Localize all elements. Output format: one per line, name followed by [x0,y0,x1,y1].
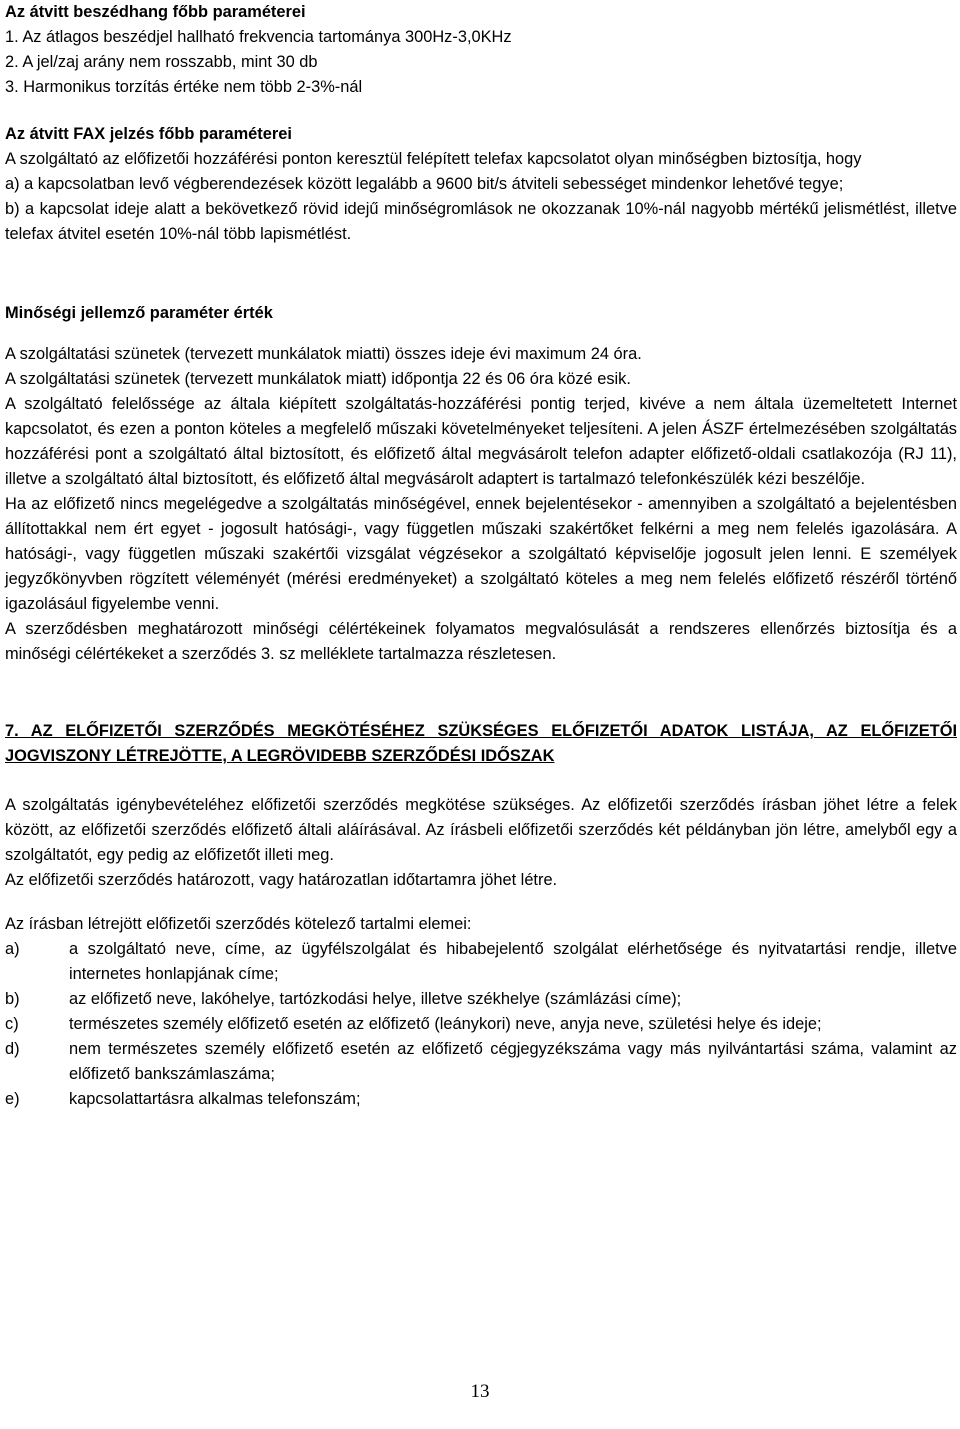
section-7-paragraph: A szolgáltatás igénybevételéhez előfizetői szerződés megkötése szükséges. Az előfizetői szerződés írásban jöhet létre a felek között, az előfizetői szerződés előfizető általi aláírásával. Az írásbeli előfizetői szerződés két példányban jön létre, amelyből egy a szolgáltatót, egy pedig az előfizetőt illeti meg. [5,796,957,864]
list-item-text: a szolgáltató neve, címe, az ügyfélszolgálat és hibabejelentő szolgálat elérhetősége és nyitvatartási rendje, illetve internetes honlapjának címe; [69,940,957,983]
section-7-paragraph: Az előfizetői szerződés határozott, vagy határozatlan időtartamra jöhet létre. [5,871,558,889]
list-item [5,1037,957,1087]
list-item [5,1087,957,1112]
section-7-heading: 7. AZ ELŐFIZETŐI SZERZŐDÉS MEGKÖTÉSÉHEZ SZÜKSÉGES ELŐFIZETŐI ADATOK LISTÁJA, AZ ELŐFIZETŐI JOGVISZONY LÉTREJÖTTE, A LEGRÖVIDEBB SZERZŐDÉSI IDŐSZAK [5,722,957,765]
quality-paragraph: A szerződésben meghatározott minőségi célértékeinek folyamatos megvalósulását a rendszeres ellenőrzés biztosítja és a minőségi célértékeket a szerződés 3. sz melléklete tartalmazza részletesen. [5,620,957,663]
list-item-text: természetes személy előfizető esetén az előfizető (leánykori) neve, anyja neve, születési helye és ideje; [69,1015,822,1033]
list-item-text: az előfizető neve, lakóhelye, tartózkodási helye, illetve székhelye (számlázási címe); [69,990,682,1008]
quality-paragraph: A szolgáltatási szünetek (tervezett munkálatok miatti) összes ideje évi maximum 24 óra. [5,345,642,363]
list-item [5,1012,957,1037]
spacer [5,100,957,122]
voice-section-title: Az átvitt beszédhang főbb paraméterei [5,3,306,21]
list-item-marker: e) [5,1090,20,1108]
quality-paragraph: A szolgáltató felelőssége az általa kiépített szolgáltatás-hozzáférési pontig terjed, kivéve a nem általa üzemeltetett Internet kapcsolatot, és ezen a ponton köteles a megfelelő műszaki követelményeket teljesíteni. A jelen ÁSZF értelmezésében szolgáltatás hozzáférési pont a szolgáltató által biztosított, és előfizető által megvásárolt telefon adapter előfizető-oldali csatlakozója (RJ 11), illetve a szolgáltató által biztosított, és előfizető által megvásárolt adaptert is tartalmazó telefonkészülék kézi beszélője. [5,395,957,488]
page-number: 13 [470,1381,490,1402]
quality-paragraph: A szolgáltatási szünetek (tervezett munkálatok miatt) időpontja 22 és 06 óra közé esik. [5,370,631,388]
list-item [5,937,957,987]
spacer [5,247,957,301]
list-item-text: nem természetes személy előfizető esetén az előfizető cégjegyzékszáma vagy más nyilvántartási száma, valamint az előfizető bankszámlaszáma; [69,1040,957,1083]
fax-section-title: Az átvitt FAX jelzés főbb paraméterei [5,125,292,143]
list-item-marker: c) [5,1015,19,1033]
voice-param-item: 1. Az átlagos beszédjel hallható frekvencia tartománya 300Hz-3,0KHz [5,28,512,46]
document-page [5,0,957,1112]
list-item-marker: a) [5,940,20,958]
voice-param-item: 2. A jel/zaj arány nem rosszabb, mint 30 db [5,53,318,71]
fax-item-b: b) a kapcsolat ideje alatt a bekövetkező rövid idejű minőségromlások ne okozzanak 10%-nál nagyobb mértékű jelismétlést, illetve telefax átvitel esetén 10%-nál több lapismétlést. [5,200,957,243]
list-item [5,987,957,1012]
list-item-marker: b) [5,990,20,1008]
voice-param-item: 3. Harmonikus torzítás értéke nem több 2-3%-nál [5,78,363,96]
fax-intro: A szolgáltató az előfizetői hozzáférési ponton keresztül felépített telefax kapcsolatot olyan minőségben biztosítja, hogy [5,150,862,168]
spacer [5,667,957,719]
list-item-text: kapcsolattartásra alkalmas telefonszám; [69,1090,361,1108]
quality-section-title: Minőségi jellemző paraméter érték [5,304,273,322]
fax-item-a: a) a kapcsolatban levő végberendezések között legalább a 9600 bit/s átviteli sebességet mindenkor lehetővé tegye; [5,175,844,193]
spacer [5,326,957,342]
spacer [5,893,957,912]
quality-paragraph: Ha az előfizető nincs megelégedve a szolgáltatás minőségével, ennek bejelentésekor - amennyiben a szolgáltató a bejelentésben állítottakkal nem ért egyet - jogosult hatósági-, vagy független műszaki szakértőket felkérni a meg nem felelés igazolására. A hatósági-, vagy független műszaki szakértői vizsgálat végzésekor a szolgáltató képviselője jogosult jelen lenni. E személyek jegyzőkönyvben rögzített véleményét (mérési eredményeket) a szolgáltató köteles a meg nem felelés előfizető részéről történő igazolásául figyelembe venni. [5,495,957,613]
spacer [5,769,957,793]
section-7-list-intro: Az írásban létrejött előfizetői szerződés kötelező tartalmi elemei: [5,915,472,933]
list-item-marker: d) [5,1040,20,1058]
